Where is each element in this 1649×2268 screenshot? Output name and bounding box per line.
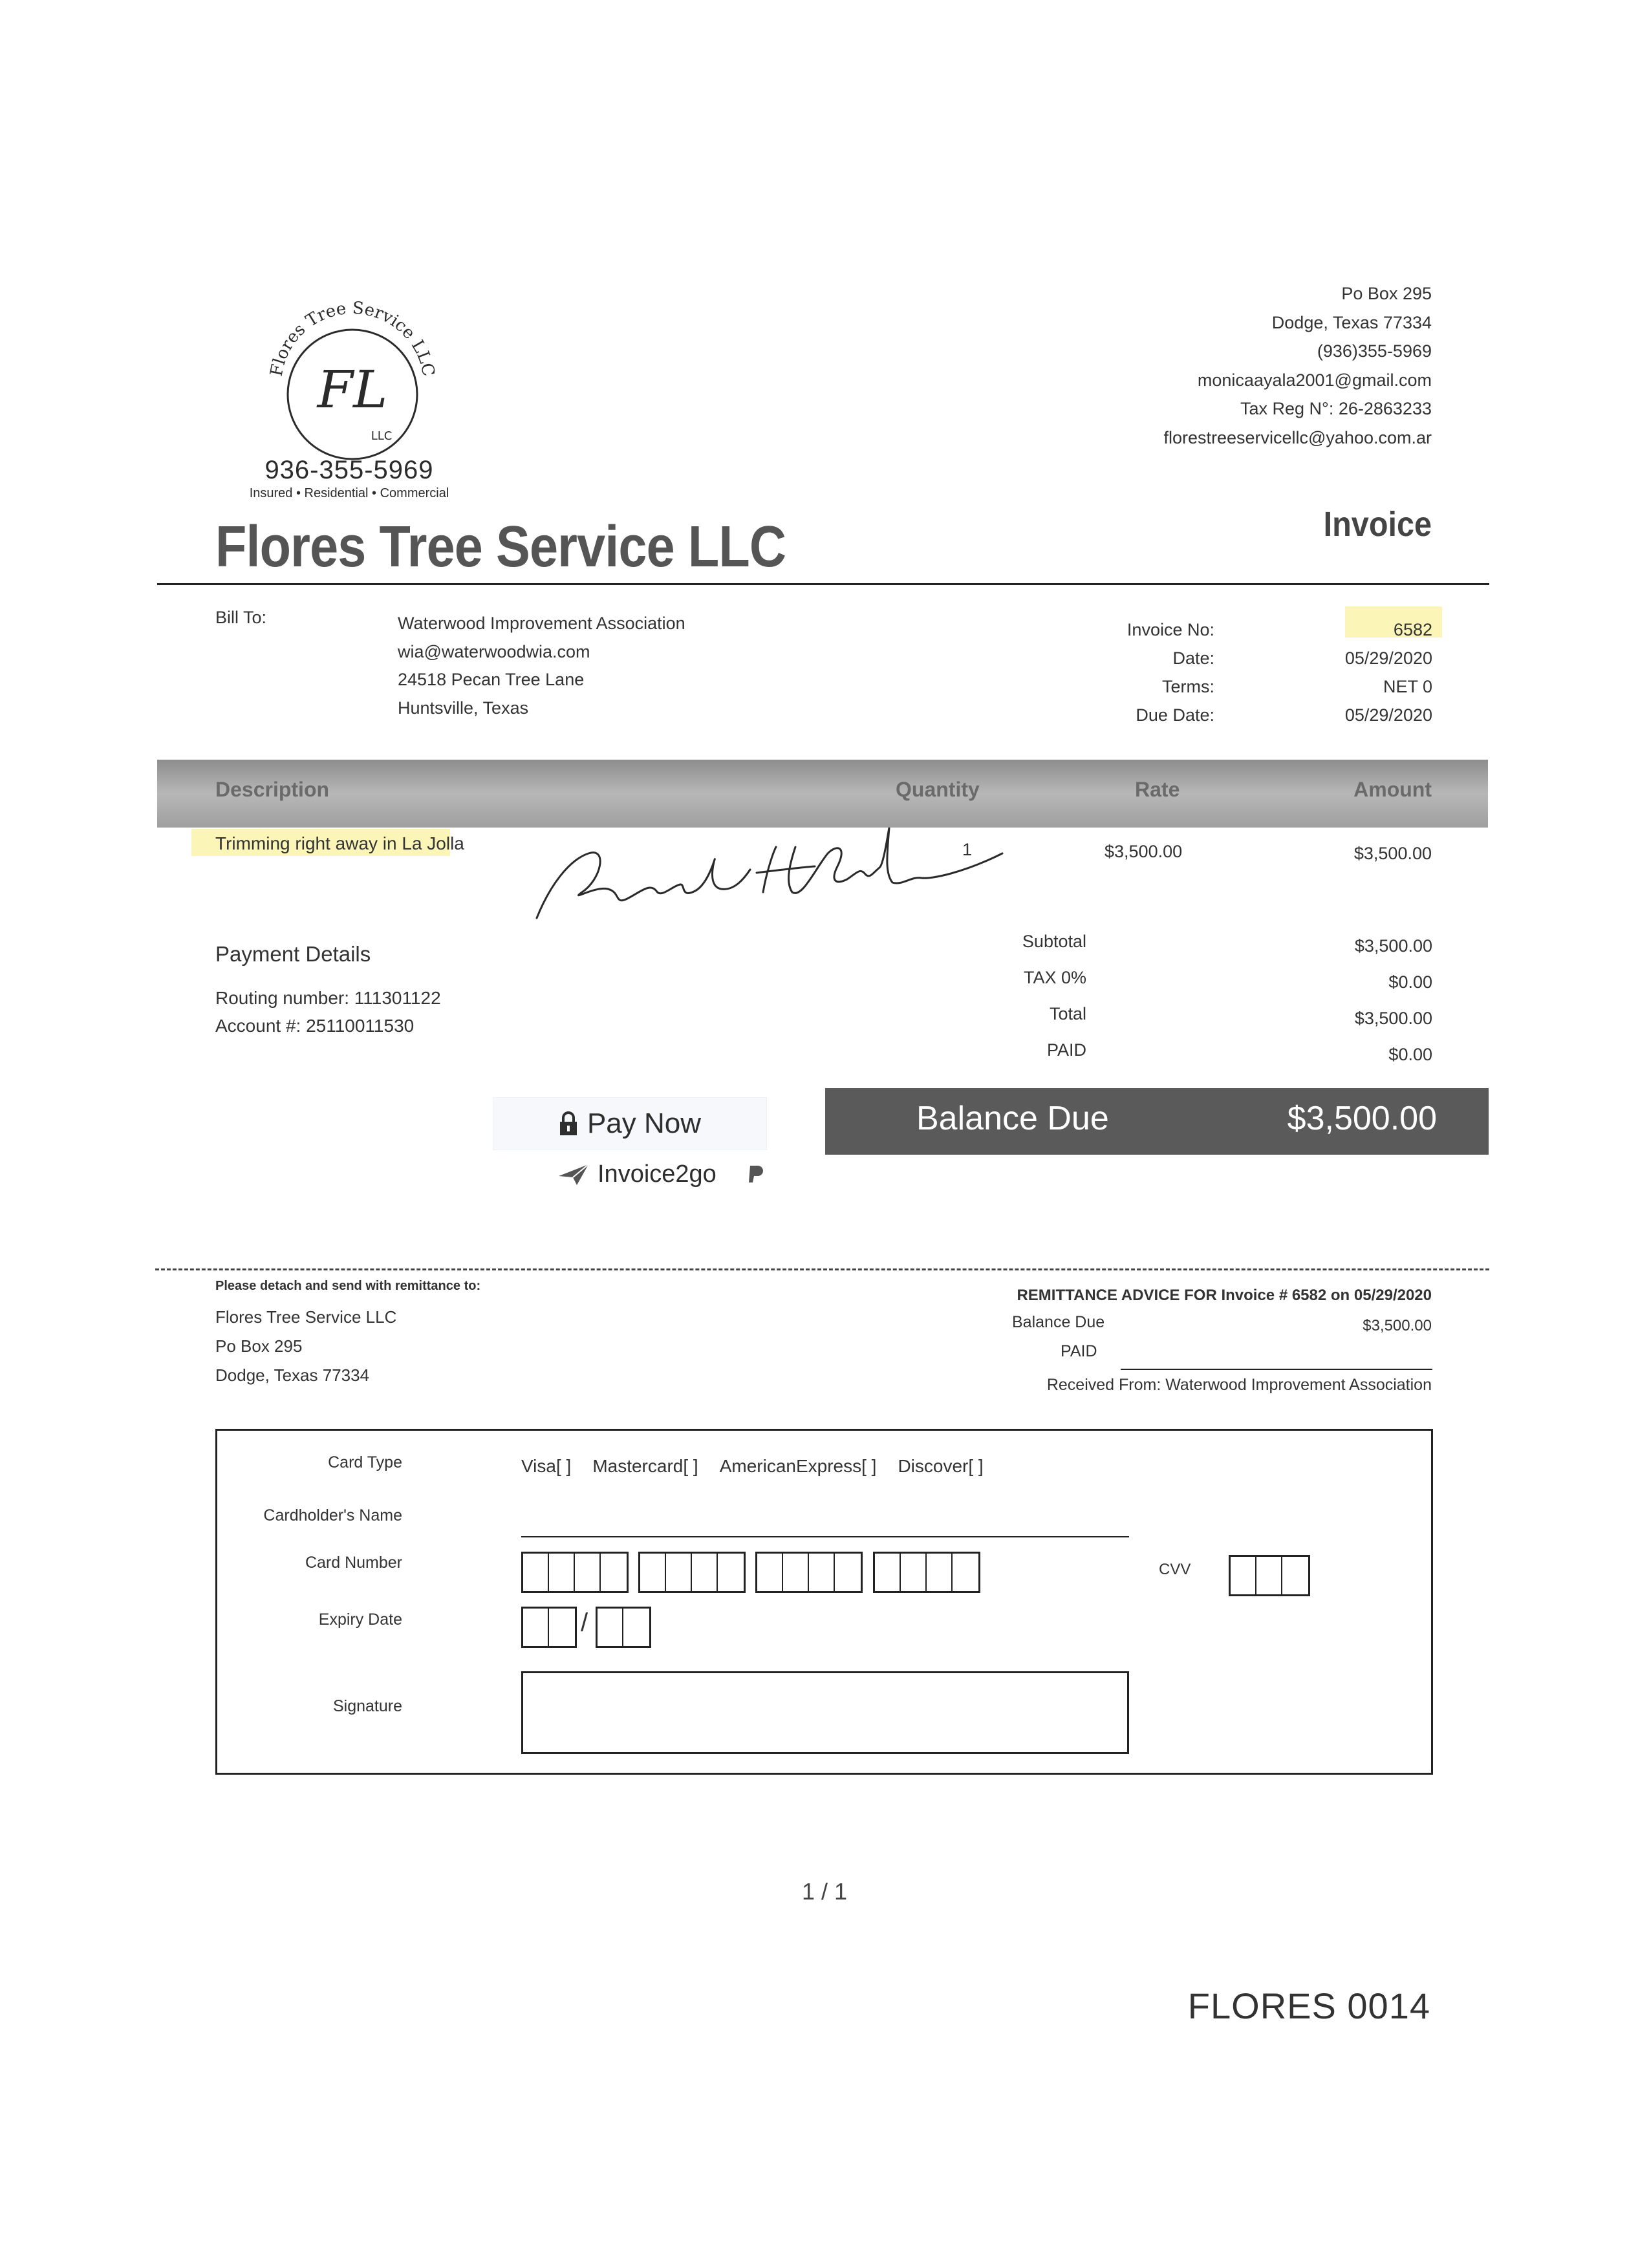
logo-llc: LLC (371, 429, 393, 443)
remit-paid-label: PAID (1061, 1342, 1097, 1360)
card-option-mastercard[interactable]: Mastercard[ ] (592, 1456, 698, 1476)
signature-label: Signature (332, 1697, 402, 1715)
pay-now-label: Pay Now (587, 1107, 702, 1139)
company-contact-block (1163, 279, 1432, 452)
bill-to-email: wia@waterwoodwia.com (398, 641, 590, 661)
logo-monogram: FL (317, 359, 388, 420)
pay-now-button[interactable] (493, 1097, 767, 1150)
signature-field[interactable] (521, 1671, 1129, 1754)
column-header-rate: Rate (1135, 778, 1180, 801)
payment-details-title: Payment Details (215, 942, 371, 966)
invoice-no-value: 6582 (1393, 620, 1432, 639)
expiry-separator: / (581, 1609, 588, 1637)
date-value: 05/29/2020 (1344, 648, 1432, 668)
expiry-year-field[interactable] (596, 1607, 651, 1648)
invoice2go-label: Invoice2go (598, 1161, 717, 1188)
company-name: Flores Tree Service LLC (215, 515, 786, 579)
tax-label: TAX 0% (1023, 968, 1086, 987)
company-email-secondary: florestreeservicellc@yahoo.com.ar (1163, 427, 1432, 447)
card-option-visa[interactable]: Visa[ ] (521, 1456, 572, 1476)
paid-value: $0.00 (1388, 1045, 1432, 1064)
remit-to-address (215, 1303, 396, 1390)
card-number-group-4[interactable] (873, 1552, 980, 1593)
cvv-label: CVV (1159, 1561, 1191, 1578)
subtotal-value: $3,500.00 (1354, 936, 1432, 956)
bates-number: FLORES 0014 (1187, 1985, 1430, 2026)
account-number: Account #: 25110011530 (215, 1016, 415, 1036)
remit-balance-value: $3,500.00 (1363, 1317, 1432, 1334)
company-logo (255, 288, 449, 482)
company-address-line1: Po Box 295 (1341, 284, 1432, 303)
line-item-rate: $3,500.00 (1105, 842, 1183, 861)
card-option-amex[interactable]: AmericanExpress[ ] (719, 1456, 877, 1476)
invoice-meta-values (1293, 615, 1432, 729)
cvv-field[interactable] (1229, 1555, 1310, 1596)
bill-to-street: 24518 Pecan Tree Lane (398, 670, 585, 689)
card-number-label: Card Number (305, 1554, 402, 1572)
total-value: $3,500.00 (1354, 1009, 1432, 1028)
received-from: Received From: Waterwood Improvement Association (1046, 1376, 1432, 1394)
company-email-primary: monicaayala2001@gmail.com (1197, 370, 1432, 390)
card-type-options (521, 1456, 984, 1477)
invoice-meta-labels (1048, 615, 1214, 729)
paid-label: PAID (1046, 1040, 1086, 1060)
totals-labels (957, 923, 1086, 1068)
invoice2go-brand (557, 1161, 766, 1188)
balance-due-label: Balance Due (916, 1100, 1109, 1137)
card-number-group-1[interactable] (521, 1552, 629, 1593)
column-header-quantity: Quantity (896, 778, 980, 801)
paper-plane-icon (557, 1163, 590, 1186)
cardholder-name-label: Cardholder's Name (263, 1506, 402, 1524)
company-phone: (936)355-5969 (1317, 341, 1432, 361)
tax-value: $0.00 (1388, 972, 1432, 992)
card-number-group-3[interactable] (755, 1552, 863, 1593)
header-divider (157, 583, 1489, 585)
subtotal-label: Subtotal (1022, 932, 1086, 951)
logo-phone: 936-355-5969 (264, 456, 434, 484)
remit-to-company: Flores Tree Service LLC (215, 1307, 397, 1327)
company-tax-reg: Tax Reg N°: 26-2863233 (1240, 399, 1432, 418)
terms-label: Terms: (1162, 677, 1214, 696)
remit-paid-line[interactable] (1121, 1369, 1432, 1370)
totals-values (1293, 928, 1432, 1073)
card-type-label: Card Type (328, 1453, 402, 1471)
invoice-no-label: Invoice No: (1126, 620, 1214, 639)
bill-to-block (398, 610, 685, 722)
card-number-group-2[interactable] (638, 1552, 746, 1593)
detach-note: Please detach and send with remittance to: (215, 1279, 481, 1293)
remit-balance-label: Balance Due (1012, 1313, 1105, 1331)
card-option-discover[interactable]: Discover[ ] (898, 1456, 984, 1476)
paypal-icon (744, 1163, 766, 1186)
bill-to-name: Waterwood Improvement Association (398, 614, 685, 633)
expiry-month-field[interactable] (521, 1607, 577, 1648)
due-date-value: 05/29/2020 (1344, 705, 1432, 725)
handwritten-signature (511, 808, 1015, 931)
page-number: 1 / 1 (802, 1878, 848, 1905)
terms-value: NET 0 (1383, 677, 1432, 696)
cardholder-name-field[interactable] (521, 1536, 1129, 1537)
balance-due-value: $3,500.00 (1287, 1100, 1437, 1137)
line-item-quantity: 1 (962, 840, 973, 859)
total-label: Total (1049, 1004, 1086, 1023)
due-date-label: Due Date: (1136, 705, 1214, 725)
detach-line (155, 1268, 1489, 1270)
logo-tagline: Insured • Residential • Commercial (249, 486, 449, 500)
line-item-description: Trimming right away in La Jolla (215, 833, 464, 853)
remit-to-address-line2: Dodge, Texas 77334 (215, 1365, 370, 1385)
bill-to-city: Huntsville, Texas (398, 698, 529, 718)
column-header-description: Description (215, 778, 330, 801)
bill-to-label: Bill To: (215, 608, 267, 627)
remittance-title: REMITTANCE ADVICE FOR Invoice # 6582 on 05/29/2020 (1017, 1287, 1432, 1304)
expiry-date-label: Expiry Date (318, 1610, 402, 1629)
company-address-line2: Dodge, Texas 77334 (1271, 312, 1432, 332)
routing-number: Routing number: 111301122 (215, 988, 441, 1008)
column-header-amount: Amount (1353, 778, 1432, 801)
logo-arc-text: Flores Tree Service LLC (266, 298, 438, 378)
remit-to-address-line1: Po Box 295 (215, 1336, 303, 1356)
line-item-amount: $3,500.00 (1353, 844, 1432, 863)
document-title: Invoice (1323, 505, 1432, 544)
date-label: Date: (1172, 648, 1214, 668)
lock-icon (559, 1111, 578, 1137)
